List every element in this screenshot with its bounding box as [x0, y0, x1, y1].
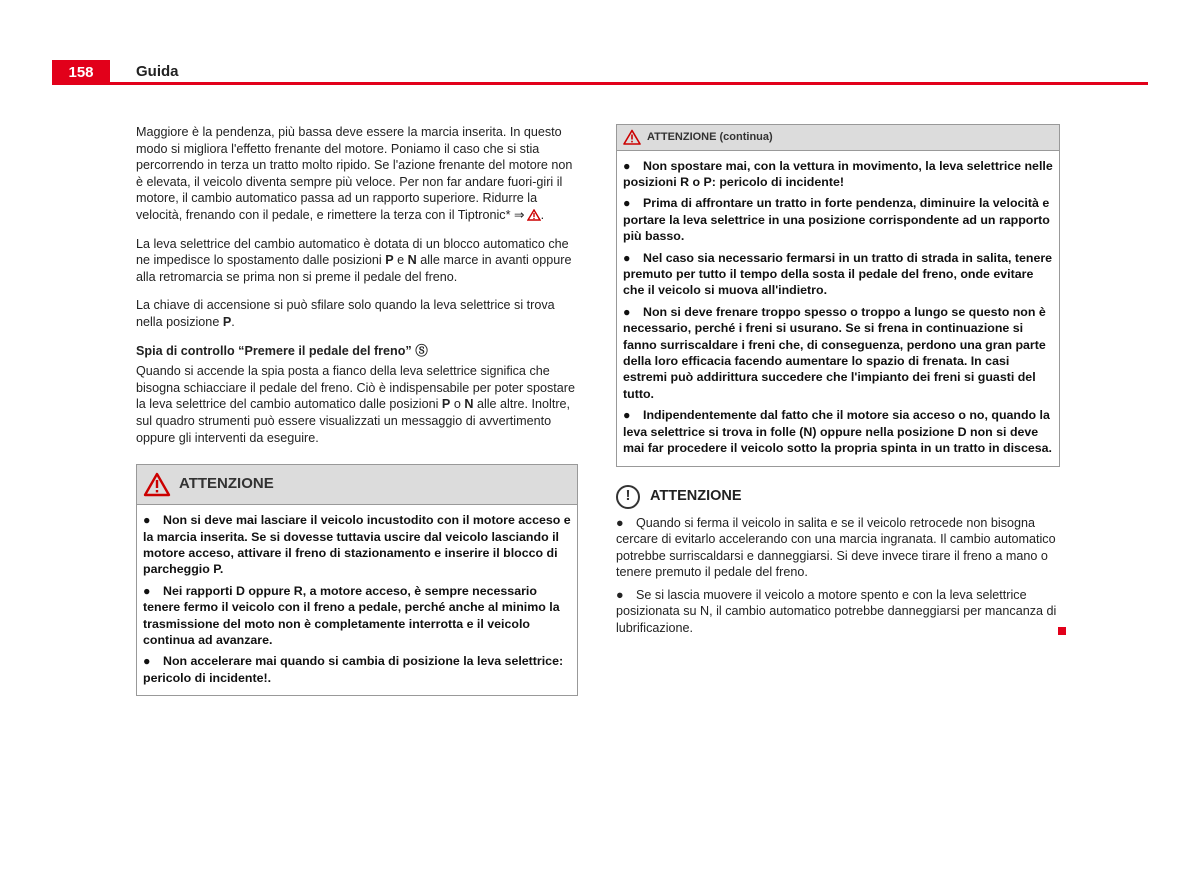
notice-title: ATTENZIONE [650, 488, 742, 505]
paragraph-brake-indicator: Quando si accende la spia posta a fianco della leva selettrice significa che bisogna schiacciare il pedale del freno. Ciò è indispensabile per poter spostare la leva selettrice del cambio automatico dalle posizioni P o N alle altre. Inoltre, sul quadro strumenti può essere visualizzati un messaggio di avvertimento oppure gli interventi da eseguire. [136, 364, 575, 445]
list-item: ● Quando si ferma il veicolo in salita e se il veicolo retrocede non bisogna cercare di evitarlo accelerando con una marcia ingranata. Il cambio automatico potrebbe surriscaldarsi e danneggiarsi. Si deve invece tirare il freno a mano o tenere premuto il pedale del freno. [616, 515, 1056, 580]
page-number: 158 [52, 60, 110, 85]
paragraph-engine-braking: Maggiore è la pendenza, più bassa deve essere la marcia inserita. In questo modo si migliora l'effetto frenante del motore. Poniamo il caso che si stia percorrendo in terza un tratto molto ripido. Se l'azione frenante del motore non è elevata, il veicolo diventa sempre più veloce. Per non far andare fuori-giri il motore, il cambio automatico passa ad un rapporto superiore. Ridurre la velocità, frenando con il pedale, e rimettere la terza con il Tiptronic* ⇒ . [136, 125, 573, 222]
list-item: ● Non si deve frenare troppo spesso o troppo a lungo se questo non è necessario, perché i freni si usurano. Se si frena in continuazione si fanno surriscaldare i freni che, di conseguenza, perdono una gran parte della loro efficacia facendo aumentare lo spazio di frenata. In casi estremi può addirittura succedere che l'impianto dei freni si guasti del tutto. [623, 304, 1046, 401]
paragraph-key-removal: La chiave di accensione si può sfilare solo quando la leva selettrice si trova nella posizione P. [136, 298, 555, 329]
list-item: ● Non si deve mai lasciare il veicolo incustodito con il motore acceso e la marcia inserita. Se si dovesse tuttavia uscire dal veicolo lasciando il motore acceso, attivare il freno di stazionamento e inserire il blocco di parcheggio P. [143, 513, 571, 577]
warning-triangle-icon [143, 472, 171, 497]
list-item: ● Prima di affrontare un tratto in forte pendenza, diminuire la velocità e portare la leva selettrice in una posizione corrispondente ad un rapporto più basso. [623, 196, 1050, 244]
warning-box-continued [616, 124, 1060, 467]
list-item: ● Non spostare mai, con la vettura in movimento, la leva selettrice nelle posizioni R o P: pericolo di incidente! [623, 158, 1053, 189]
exclamation-circle-icon: ! [616, 485, 640, 509]
list-item: ● Indipendentemente dal fatto che il motore sia acceso o no, quando la leva selettrice si trova in folle (N) oppure nella posizione D non si deve mai far procedere il veicolo sotto la propria spinta in un tratto in discesa. [623, 408, 1052, 456]
list-item: ● Nel caso sia necessario fermarsi in un tratto di strada in salita, tenere premuto per tutto il tempo della sosta il pedale del freno, onde evitare che il veicolo si muova all'indietro. [623, 250, 1053, 298]
brake-pedal-indicator-icon: Ⓢ [415, 343, 428, 358]
warning-box-title: ATTENZIONE [179, 475, 274, 493]
warning-box-continued-body [617, 151, 1059, 466]
warning-box-continued-header [617, 125, 1059, 151]
section-end-marker [1058, 627, 1066, 635]
notice-header [616, 485, 1060, 509]
paragraph-selector-lock: La leva selettrice del cambio automatico è dotata di un blocco automatico che ne impedisce lo spostamento dalle posizioni P e N alle marce in avanti oppure alla retromarcia se prima non si preme il pedale del freno. [136, 236, 572, 284]
subheading-brake-indicator: Spia di controllo “Premere il pedale del freno” Ⓢ [136, 343, 428, 358]
warning-triangle-icon [623, 129, 641, 145]
warning-box-body [137, 505, 577, 695]
warning-triangle-icon [527, 209, 541, 221]
right-column [616, 124, 1060, 643]
left-column [136, 124, 578, 696]
list-item: ● Nei rapporti D oppure R, a motore acceso, è sempre necessario tenere fermo il veicolo con il freno a pedale, perché anche al minimo la trasmissione del moto non è completamente interrotta e il veicolo continua ad avanzare. [143, 583, 560, 647]
warning-box-continued-title: ATTENZIONE (continua) [647, 131, 773, 143]
cross-reference[interactable]: ⇒ . [514, 207, 545, 222]
list-item: ● Se si lascia muovere il veicolo a motore spento e con la leva selettrice posizionata su N, il cambio automatico potrebbe danneggiarsi per mancanza di lubrificazione. [616, 587, 1060, 637]
header-rule [52, 82, 1148, 85]
section-title: Guida [136, 63, 179, 80]
warning-box-header [137, 465, 577, 505]
warning-box [136, 464, 578, 696]
list-item: ● Non accelerare mai quando si cambia di posizione la leva selettrice: pericolo di incidente!. [143, 654, 564, 685]
